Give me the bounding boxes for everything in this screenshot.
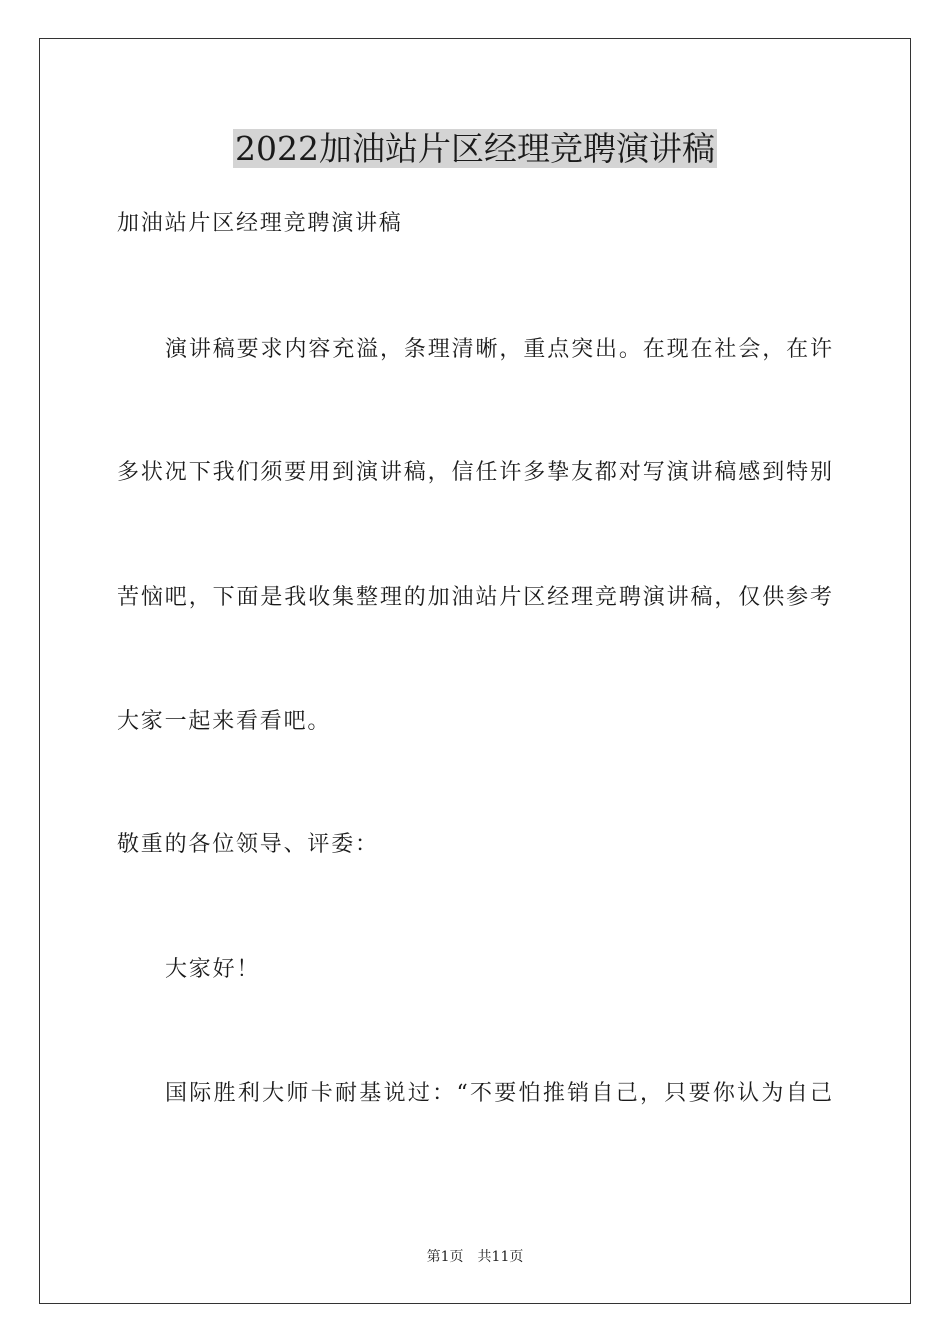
- paragraph-line: 多状况下我们须要用到演讲稿，信任许多挚友都对写演讲稿感到特别: [117, 460, 832, 485]
- greeting: 大家好！: [165, 957, 261, 982]
- page-footer: [0, 1247, 950, 1267]
- document-subtitle: 加油站片区经理竞聘演讲稿: [117, 211, 403, 236]
- salutation: 敬重的各位领导、评委：: [117, 832, 379, 857]
- paragraph-line: 苦恼吧，下面是我收集整理的加油站片区经理竞聘演讲稿，仅供参考: [117, 585, 832, 610]
- page-number: 第1页: [426, 1249, 464, 1265]
- document-title-text: 2022加油站片区经理竞聘演讲稿: [235, 129, 715, 168]
- document-title: [0, 127, 950, 171]
- page-total: 共11页: [477, 1249, 524, 1265]
- paragraph-line: 国际胜利大师卡耐基说过：“不要怕推销自己，只要你认为自己: [165, 1081, 832, 1106]
- paragraph-line: 大家一起来看看吧。: [117, 709, 332, 734]
- paragraph-line: 演讲稿要求内容充溢，条理清晰，重点突出。在现在社会，在许: [165, 337, 832, 362]
